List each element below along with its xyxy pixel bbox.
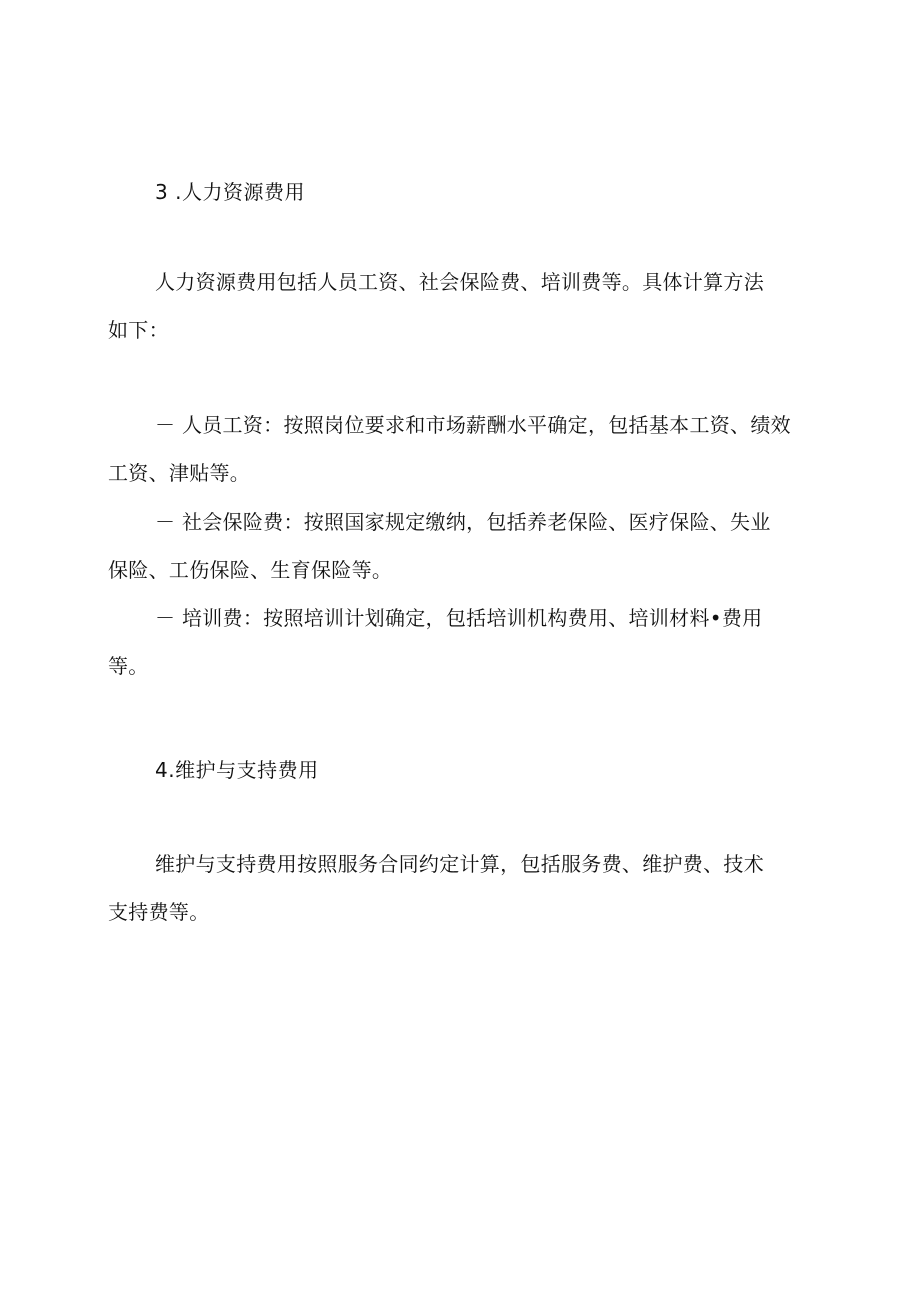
section-heading-maintenance: 4.维护与支持费用 <box>155 758 319 782</box>
list-item-salary-line2: 工资、津贴等。 <box>108 461 251 485</box>
paragraph-maintenance-line1: 维护与支持费用按照服务合同约定计算，包括服务费、维护费、技术 <box>155 852 764 876</box>
paragraph-maintenance-line2: 支持费等。 <box>108 900 210 924</box>
list-item-training-line2: 等。 <box>108 654 149 678</box>
list-item-insurance-line1: － 社会保险费：按照国家规定缴纳，包括养老保险、医疗保险、失业 <box>155 510 771 534</box>
list-item-insurance-line2: 保险、工伤保险、生育保险等。 <box>108 558 393 582</box>
section-heading-hr: 3 .人力资源费用 <box>155 180 305 204</box>
paragraph-hr-intro-line2: 如下： <box>108 318 169 342</box>
list-item-training-line1: － 培训费：按照培训计划确定，包括培训机构费用、培训材料•费用 <box>155 606 763 630</box>
list-item-salary-line1: － 人员工资：按照岗位要求和市场薪酬水平确定，包括基本工资、绩效 <box>155 413 791 437</box>
paragraph-hr-intro-line1: 人力资源费用包括人员工资、社会保险费、培训费等。具体计算方法 <box>155 270 764 294</box>
